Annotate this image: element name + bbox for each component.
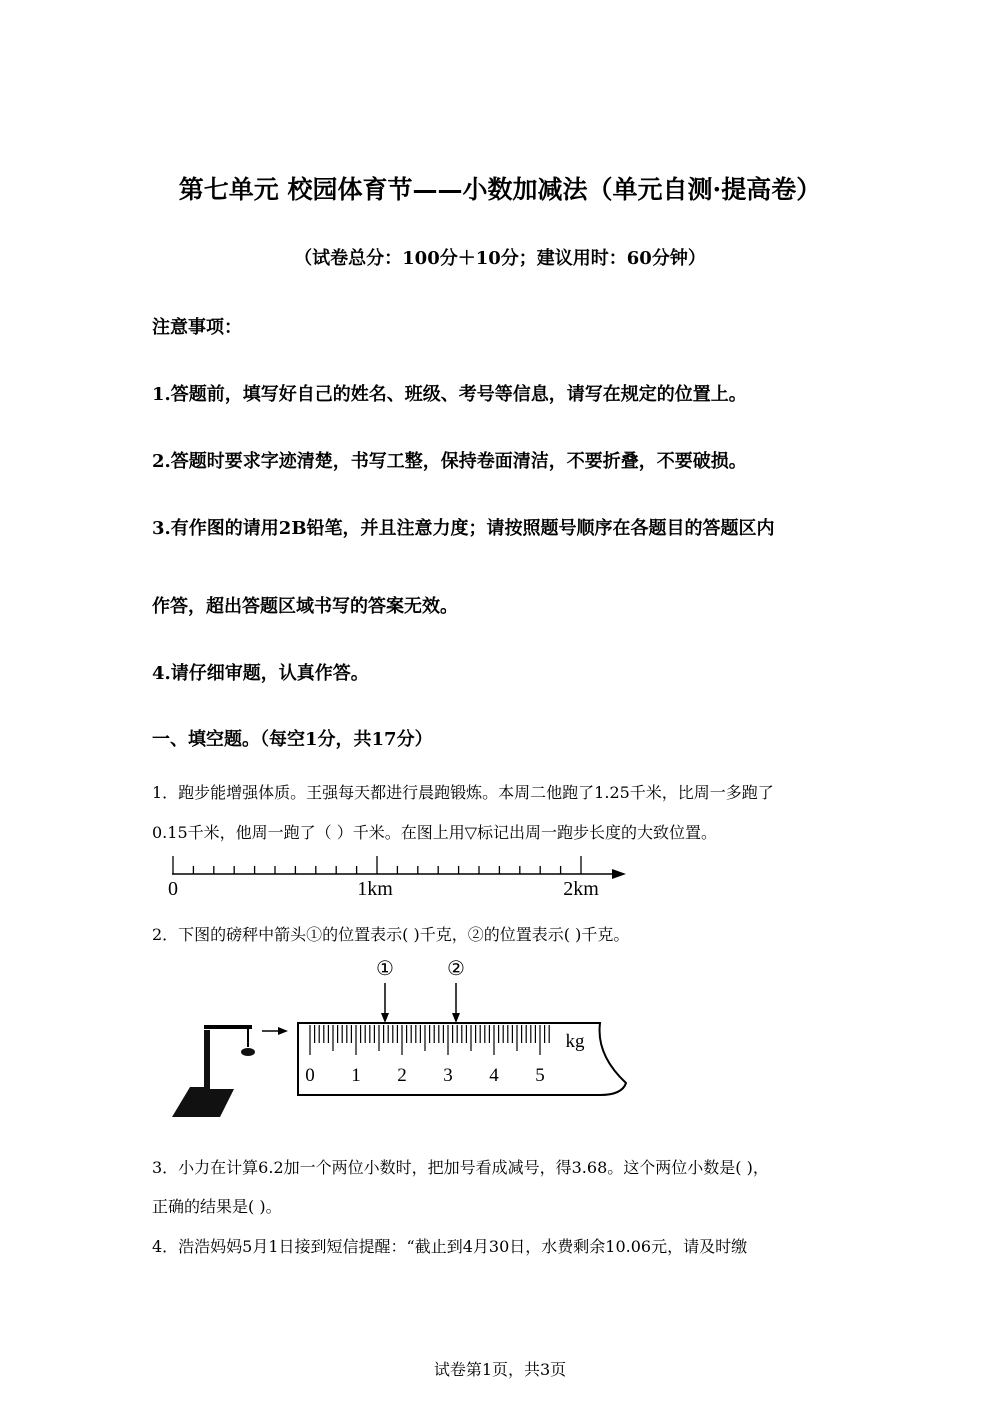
scale-number-label: 5 [535,1065,545,1086]
notice-item: 4.请仔细审题，认真作答。 [152,663,369,684]
question-3-text: 正确的结果是( )。 [152,1197,282,1216]
number-line-diagram [160,850,640,900]
scale-number-label: 0 [305,1065,315,1086]
exam-info: （试卷总分：100分＋10分；建议用时：60分钟） [294,248,706,269]
number-line-label: 2km [563,878,599,900]
arrow-marker-label: ① [376,956,394,980]
scale-diagram [160,955,640,1125]
question-1-text: 0.15千米，他周一跑了（ ）千米。在图上用▽标记出周一跑步长度的大致位置。 [152,823,718,842]
number-line-label: 1km [357,878,393,900]
scale-stand-icon [172,1030,234,1117]
arrow-marker-label: ② [447,956,465,980]
notice-heading: 注意事项： [152,317,242,338]
notice-item: 2.答题时要求字迹清楚，书写工整，保持卷面清洁，不要折叠，不要破损。 [152,451,747,472]
notice-item: 1.答题前，填写好自己的姓名、班级、考号等信息，请写在规定的位置上。 [152,384,747,405]
page-footer: 试卷第1页，共3页 [433,1360,567,1379]
page-title: 第七单元 校园体育节——小数加减法（单元自测·提高卷） [178,175,822,204]
question-3-text: 3．小力在计算6.2加一个两位小数时，把加号看成减号，得3.68。这个两位小数是( )， [152,1158,769,1177]
scale-unit-label: kg [565,1031,585,1052]
number-line-label: 0 [168,878,178,900]
notice-item: 作答，超出答题区域书写的答案无效。 [152,596,458,617]
notice-item: 3.有作图的请用2B铅笔，并且注意力度；请按照题号顺序在各题目的答题区内 [152,518,775,539]
scale-number-label: 3 [443,1065,453,1086]
scale-number-label: 1 [351,1065,361,1086]
question-4-text: 4．浩浩妈妈5月1日接到短信提醒：“截止到4月30日，水费剩余10.06元，请及时缴 [152,1237,748,1256]
question-1-text: 1．跑步能增强体质。王强每天都进行晨跑锻炼。本周二他跑了1.25千米，比周一多跑了 [152,783,774,802]
section-heading: 一、填空题。（每空1分，共17分） [152,729,433,750]
scale-number-label: 4 [489,1065,499,1086]
question-2-text: 2．下图的磅秤中箭头①的位置表示( )千克，②的位置表示( )千克。 [152,925,630,944]
scale-number-label: 2 [397,1065,407,1086]
